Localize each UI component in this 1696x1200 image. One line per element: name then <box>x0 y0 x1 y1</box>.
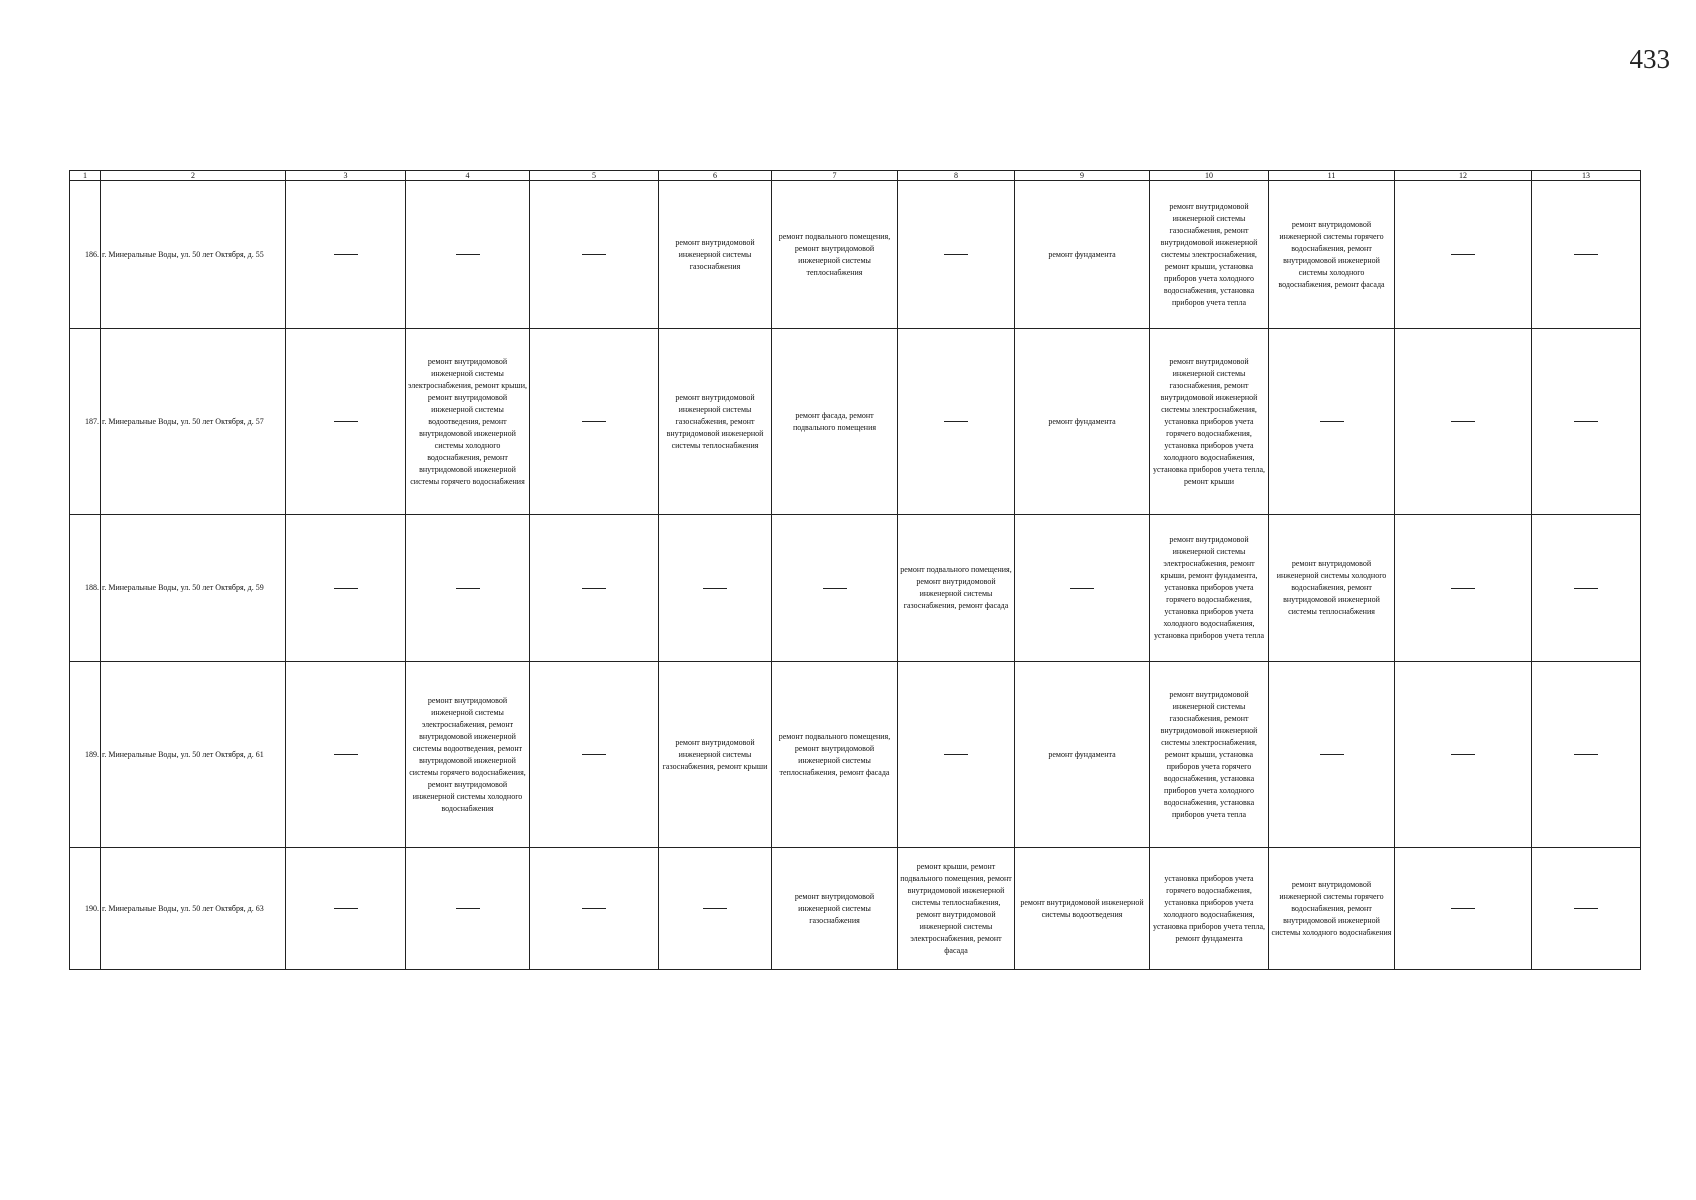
dash-mark <box>703 908 727 909</box>
column-header: 13 <box>1532 171 1641 181</box>
empty-cell <box>530 181 659 329</box>
work-description: ремонт внутридомовой инженерной системы электроснабжения, ремонт внутридомовой инженерной системы водоотведения, ремонт внутридомовой инженерной системы горячего водоснабжения, ремонт внутридомовой инженерной системы холодного водоснабжения <box>409 695 526 813</box>
column-header: 1 <box>70 171 101 181</box>
empty-cell <box>530 329 659 515</box>
work-cell <box>1015 329 1150 515</box>
empty-cell <box>1395 181 1532 329</box>
work-cell <box>406 662 530 848</box>
work-description: ремонт внутридомовой инженерной системы водоотведения <box>1020 897 1144 919</box>
column-header: 3 <box>286 171 406 181</box>
work-cell <box>406 329 530 515</box>
table-row <box>70 181 1641 329</box>
work-description: ремонт крыши, ремонт подвального помещения, ремонт внутридомовой инженерной системы теплоснабжения, ремонт внутридомовой инженерной системы электроснабжения, ремонт фасада <box>900 861 1012 955</box>
dash-mark <box>582 588 606 589</box>
dash-mark <box>1574 254 1598 255</box>
work-description: ремонт фундамента <box>1048 749 1116 759</box>
column-header: 8 <box>898 171 1015 181</box>
work-description: ремонт внутридомовой инженерной системы газоснабжения <box>675 237 755 271</box>
column-header: 2 <box>101 171 286 181</box>
work-description: ремонт фундамента <box>1048 416 1116 426</box>
work-cell <box>659 662 772 848</box>
work-cell <box>1150 515 1269 662</box>
work-cell <box>898 515 1015 662</box>
repair-schedule-table <box>69 170 1641 970</box>
empty-cell <box>530 662 659 848</box>
work-description: ремонт подвального помещения, ремонт внутридомовой инженерной системы теплоснабжения, ремонт фасада <box>778 731 891 777</box>
dash-mark <box>1574 588 1598 589</box>
empty-cell <box>1269 662 1395 848</box>
dash-mark <box>1320 421 1344 422</box>
work-cell <box>1015 181 1150 329</box>
empty-cell <box>772 515 898 662</box>
table-row <box>70 662 1641 848</box>
dash-mark <box>1451 588 1475 589</box>
table-row <box>70 515 1641 662</box>
dash-mark <box>1451 754 1475 755</box>
empty-cell <box>1395 662 1532 848</box>
work-cell <box>1015 848 1150 970</box>
work-cell <box>772 181 898 329</box>
row-number: 186. <box>70 181 101 329</box>
dash-mark <box>1070 588 1094 589</box>
empty-cell <box>659 515 772 662</box>
work-cell <box>659 181 772 329</box>
column-header: 4 <box>406 171 530 181</box>
dash-mark <box>1451 254 1475 255</box>
work-cell <box>1150 181 1269 329</box>
work-cell <box>898 848 1015 970</box>
empty-cell <box>1532 662 1641 848</box>
dash-mark <box>456 908 480 909</box>
empty-cell <box>1532 848 1641 970</box>
dash-mark <box>1451 908 1475 909</box>
empty-cell <box>1395 515 1532 662</box>
address-cell: г. Минеральные Воды, ул. 50 лет Октября, д. 55 <box>101 181 286 329</box>
work-description: ремонт внутридомовой инженерной системы горячего водоснабжения, ремонт внутридомовой инженерной системы холодного водоснабжения <box>1271 879 1392 937</box>
dash-mark <box>334 754 358 755</box>
work-description: ремонт внутридомовой инженерной системы газоснабжения, ремонт внутридомовой инженерной системы электроснабжения, установка приборов учета горячего водоснабжения, установка приборов учета холодного водоснабжения, установка приборов учета тепла, ремонт крыши <box>1152 356 1266 486</box>
empty-cell <box>286 329 406 515</box>
empty-cell <box>1395 329 1532 515</box>
empty-cell <box>659 848 772 970</box>
work-description: установка приборов учета горячего водоснабжения, установка приборов учета холодного водоснабжения, установка приборов учета тепла, ремонт фундамента <box>1152 873 1266 943</box>
empty-cell <box>1532 515 1641 662</box>
dash-mark <box>582 908 606 909</box>
empty-cell <box>1395 848 1532 970</box>
work-description: ремонт подвального помещения, ремонт внутридомовой инженерной системы газоснабжения, ремонт фасада <box>900 565 1012 610</box>
work-description: ремонт внутридомовой инженерной системы газоснабжения, ремонт крыши <box>662 737 768 771</box>
empty-cell <box>898 662 1015 848</box>
dash-mark <box>582 254 606 255</box>
empty-cell <box>1532 181 1641 329</box>
work-description: ремонт внутридомовой инженерной системы газоснабжения, ремонт внутридомовой инженерной системы электроснабжения, ремонт крыши, установка приборов учета горячего водоснабжения, установка приборов учета холодного водоснабжения, установка приборов учета тепла <box>1160 689 1258 819</box>
dash-mark <box>1574 908 1598 909</box>
work-description: ремонт внутридомовой инженерной системы газоснабжения, ремонт внутридомовой инженерной системы электроснабжения, ремонт крыши, установка приборов учета холодного водоснабжения, установка приборов учета тепла <box>1160 201 1258 307</box>
dash-mark <box>944 421 968 422</box>
dash-mark <box>1574 421 1598 422</box>
dash-mark <box>582 421 606 422</box>
dash-mark <box>334 421 358 422</box>
address-cell: г. Минеральные Воды, ул. 50 лет Октября, д. 63 <box>101 848 286 970</box>
work-cell <box>772 848 898 970</box>
table-row <box>70 848 1641 970</box>
dash-mark <box>456 588 480 589</box>
row-number: 187. <box>70 329 101 515</box>
empty-cell <box>1269 329 1395 515</box>
work-description: ремонт внутридомовой инженерной системы электроснабжения, ремонт крыши, ремонт внутридомовой инженерной системы водоотведения, ремонт внутридомовой инженерной системы холодного водоснабжения, ремонт внутридомовой инженерной системы горячего водоснабжения <box>408 356 527 486</box>
work-cell <box>1269 515 1395 662</box>
work-cell <box>1269 181 1395 329</box>
table-body <box>70 181 1641 970</box>
empty-cell <box>530 515 659 662</box>
dash-mark <box>456 254 480 255</box>
row-number: 189. <box>70 662 101 848</box>
dash-mark <box>703 588 727 589</box>
column-header: 12 <box>1395 171 1532 181</box>
work-description: ремонт внутридомовой инженерной системы электроснабжения, ремонт крыши, ремонт фундамента, установка приборов учета горячего водоснабжения, установка приборов учета холодного водоснабжения, установка приборов учета тепла <box>1153 535 1265 640</box>
column-header: 11 <box>1269 171 1395 181</box>
work-description: ремонт фундамента <box>1048 249 1116 259</box>
dash-mark <box>334 254 358 255</box>
work-description: ремонт внутридомовой инженерной системы горячего водоснабжения, ремонт внутридомовой инженерной системы холодного водоснабжения, ремонт фасада <box>1278 219 1385 289</box>
row-number: 190. <box>70 848 101 970</box>
work-description: ремонт внутридомовой инженерной системы газоснабжения, ремонт внутридомовой инженерной системы теплоснабжения <box>666 392 764 450</box>
empty-cell <box>1015 515 1150 662</box>
dash-mark <box>1451 421 1475 422</box>
work-description: ремонт фасада, ремонт подвального помещения <box>792 410 877 432</box>
dash-mark <box>944 254 968 255</box>
column-header: 6 <box>659 171 772 181</box>
dash-mark <box>582 754 606 755</box>
dash-mark <box>334 908 358 909</box>
table-row <box>70 329 1641 515</box>
column-header: 10 <box>1150 171 1269 181</box>
page-number: 433 <box>1629 44 1670 74</box>
empty-cell <box>530 848 659 970</box>
empty-cell <box>406 515 530 662</box>
work-cell <box>1269 848 1395 970</box>
address-cell: г. Минеральные Воды, ул. 50 лет Октября, д. 59 <box>101 515 286 662</box>
empty-cell <box>286 662 406 848</box>
empty-cell <box>898 181 1015 329</box>
empty-cell <box>898 329 1015 515</box>
work-description: ремонт внутридомовой инженерной системы холодного водоснабжения, ремонт внутридомовой инженерной системы теплоснабжения <box>1276 559 1387 616</box>
dash-mark <box>944 754 968 755</box>
row-number: 188. <box>70 515 101 662</box>
empty-cell <box>286 848 406 970</box>
dash-mark <box>823 588 847 589</box>
empty-cell <box>286 181 406 329</box>
work-description: ремонт подвального помещения, ремонт внутридомовой инженерной системы теплоснабжения <box>778 231 891 277</box>
work-cell <box>1015 662 1150 848</box>
dash-mark <box>1320 754 1344 755</box>
empty-cell <box>286 515 406 662</box>
work-cell <box>1150 329 1269 515</box>
work-description: ремонт внутридомовой инженерной системы газоснабжения <box>794 891 875 925</box>
work-cell <box>772 662 898 848</box>
work-cell <box>1150 662 1269 848</box>
empty-cell <box>406 848 530 970</box>
dash-mark <box>334 588 358 589</box>
address-cell: г. Минеральные Воды, ул. 50 лет Октября, д. 61 <box>101 662 286 848</box>
empty-cell <box>1532 329 1641 515</box>
column-header: 9 <box>1015 171 1150 181</box>
column-header: 7 <box>772 171 898 181</box>
dash-mark <box>1574 754 1598 755</box>
empty-cell <box>406 181 530 329</box>
column-header: 5 <box>530 171 659 181</box>
work-cell <box>772 329 898 515</box>
work-cell <box>659 329 772 515</box>
column-number-row <box>70 171 1641 181</box>
work-cell <box>1150 848 1269 970</box>
address-cell: г. Минеральные Воды, ул. 50 лет Октября, д. 57 <box>101 329 286 515</box>
